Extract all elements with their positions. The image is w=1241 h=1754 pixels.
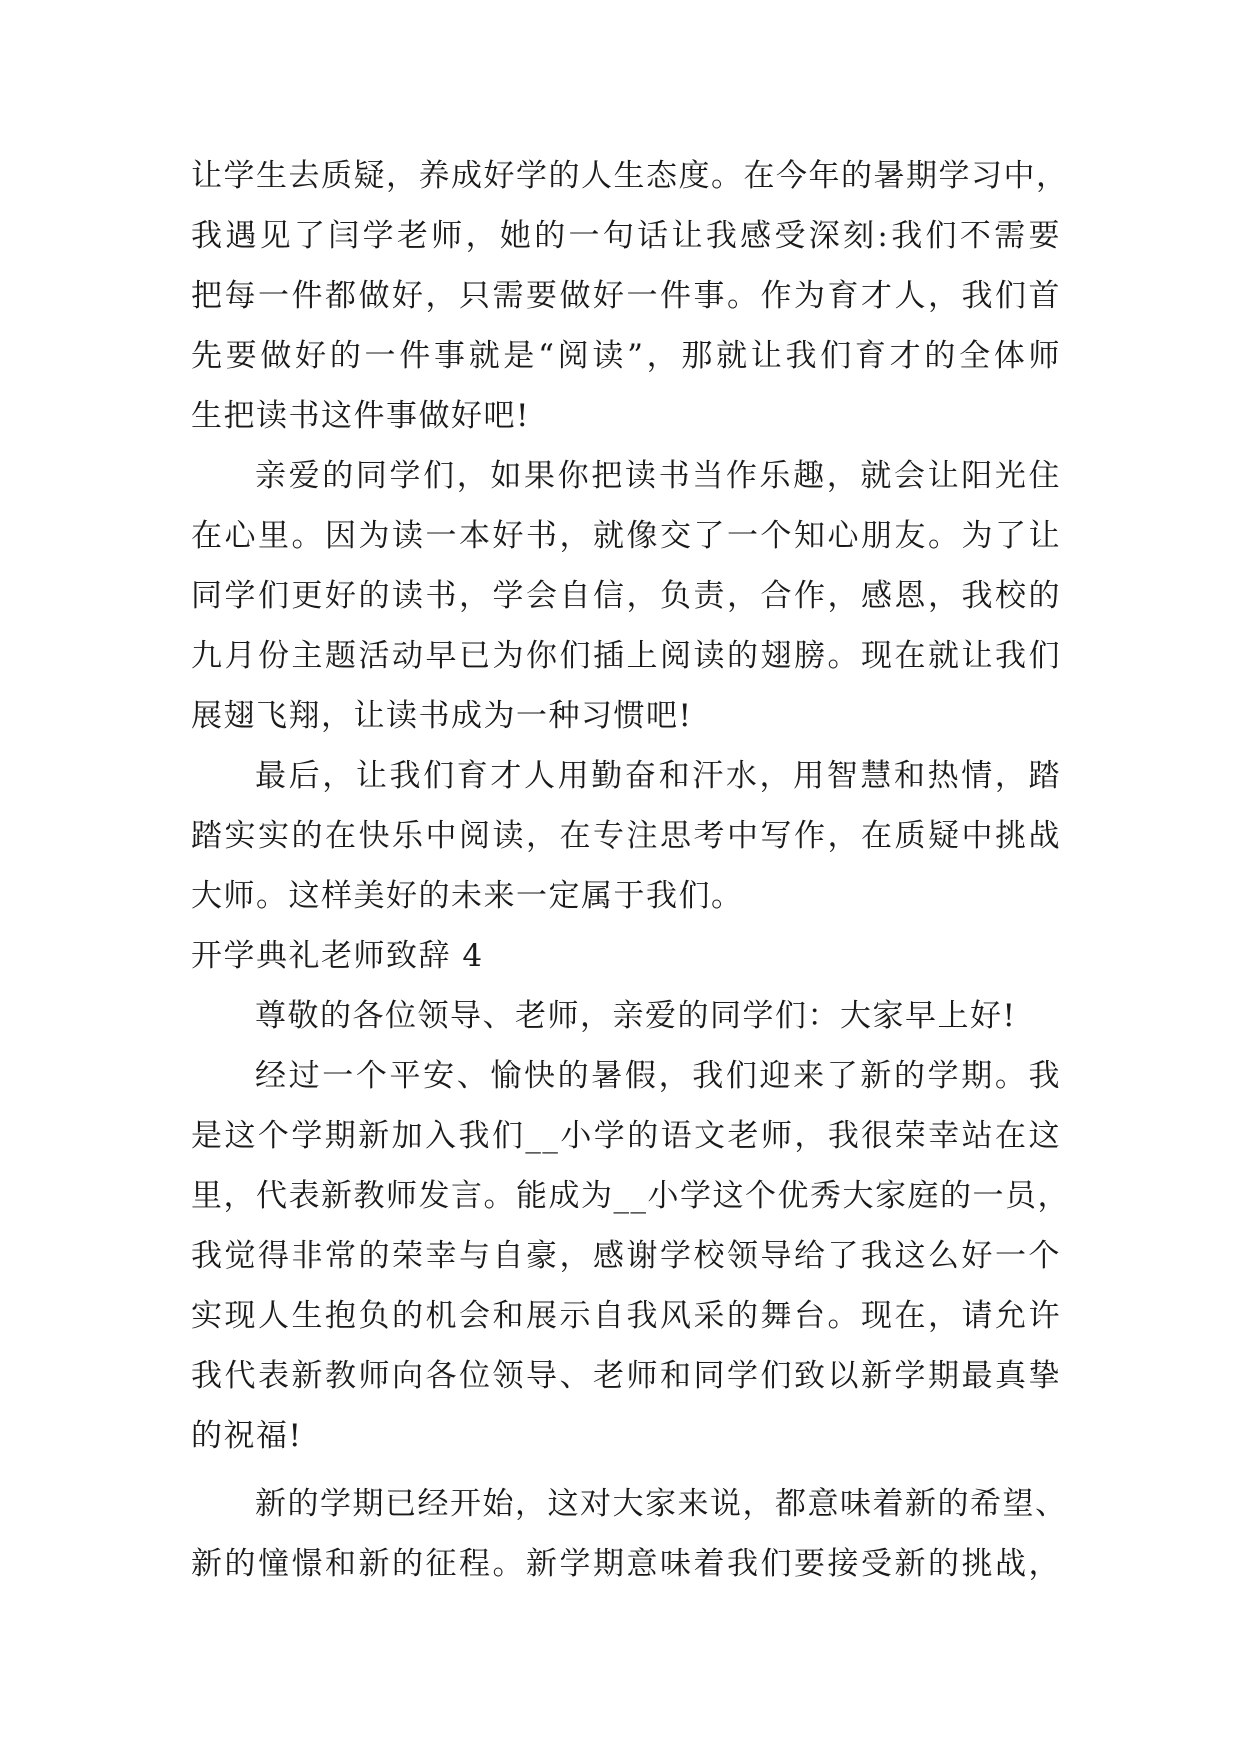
text-line: 同学们更好的读书，学会自信，负责，合作，感恩，我校的 [191, 578, 1061, 614]
text-line: 展翅飞翔，让读书成为一种习惯吧! [191, 698, 693, 734]
text-line: 让学生去质疑，养成好学的人生态度。在今年的暑期学习中， [191, 158, 1069, 194]
text-line: 是这个学期新加入我们__小学的语文老师，我很荣幸站在这 [191, 1118, 1061, 1154]
text-line: 里，代表新教师发言。能成为__小学这个优秀大家庭的一员， [191, 1178, 1070, 1214]
text-line: 新的憧憬和新的征程。新学期意味着我们要接受新的挑战， [191, 1546, 1061, 1582]
text-line: 实现人生抱负的机会和展示自我风采的舞台。现在，请允许 [191, 1298, 1061, 1334]
salutation-line: 尊敬的各位领导、老师，亲爱的同学们：大家早上好! [255, 998, 1017, 1034]
text-line: 踏实实的在快乐中阅读，在专注思考中写作，在质疑中挑战 [191, 818, 1061, 854]
text-line: 我遇见了闫学老师，她的一句话让我感受深刻:我们不需要 [191, 218, 1061, 254]
paragraph-gap [191, 1466, 1061, 1474]
text-line: 生把读书这件事做好吧! [191, 398, 530, 434]
text-line: 在心里。因为读一本好书，就像交了一个知心朋友。为了让 [191, 518, 1061, 554]
text-line: 我觉得非常的荣幸与自豪，感谢学校领导给了我这么好一个 [191, 1238, 1061, 1274]
text-line: 九月份主题活动早已为你们插上阅读的翅膀。现在就让我们 [191, 638, 1061, 674]
text-line: 新的学期已经开始，这对大家来说，都意味着新的希望、 [255, 1486, 1068, 1522]
text-line: 把每一件都做好，只需要做好一件事。作为育才人，我们首 [191, 278, 1061, 314]
text-line: 的祝福! [191, 1418, 303, 1454]
text-line: 经过一个平安、愉快的暑假，我们迎来了新的学期。我 [255, 1058, 1061, 1094]
section-heading: 开学典礼老师致辞 4 [191, 938, 484, 974]
text-line: 亲爱的同学们，如果你把读书当作乐趣，就会让阳光住 [255, 458, 1061, 494]
text-line: 大师。这样美好的未来一定属于我们。 [191, 878, 744, 914]
document-body [191, 146, 1070, 1594]
text-line: 最后，让我们育才人用勤奋和汗水，用智慧和热情，踏 [255, 758, 1061, 794]
text-line: 先要做好的一件事就是“阅读”，那就让我们育才的全体师 [191, 338, 1061, 374]
text-line: 我代表新教师向各位领导、老师和同学们致以新学期最真挚 [191, 1358, 1061, 1394]
